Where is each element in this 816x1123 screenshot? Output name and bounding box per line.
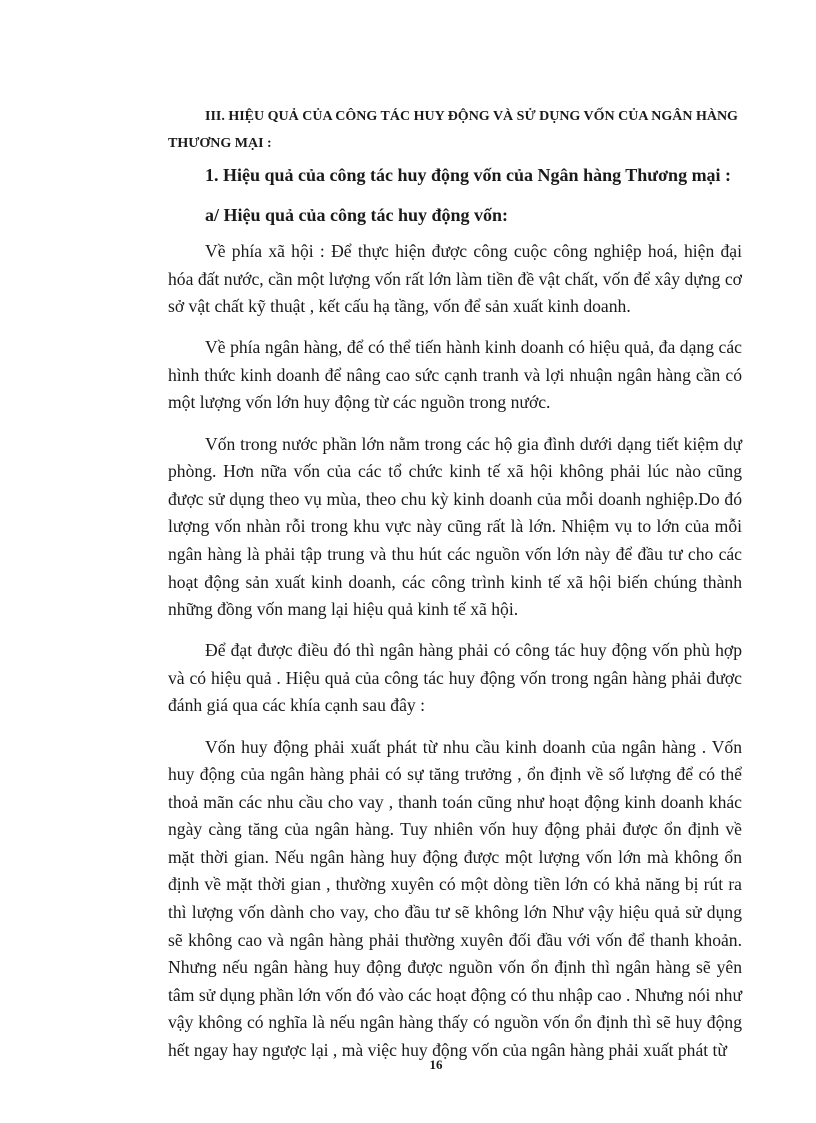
section-title (168, 103, 750, 157)
paragraph-2: Về phía ngân hàng, để có thể tiến hành kinh doanh có hiệu quả, đa dạng các hình thức kinh doanh để nâng cao sức cạnh tranh và lợi nhuận ngân hàng cần có một lượng vốn lớn huy động từ các nguồn trong nước. (168, 337, 742, 413)
paragraph-1: Về phía xã hội : Để thực hiện được công cuộc công nghiệp hoá, hiện đại hóa đất nước, cần một lượng vốn rất lớn làm tiền đề vật chất, vốn để xây dựng cơ sở vật chất kỹ thuật , kết cấu hạ tầng, vốn để sản xuất kinh doanh. (168, 241, 742, 317)
paragraph-5: Vốn huy động phải xuất phát từ nhu cầu kinh doanh của ngân hàng . Vốn huy động của ngân hàng phải có sự tăng trưởng , ổn định về số lượng để có thể thoả mãn các nhu cầu cho vay , thanh toán cũng như hoạt động kinh doanh khác ngày càng tăng của ngân hàng. Tuy nhiên vốn huy động phải được ổn định về mặt thời gian. Nếu ngân hàng huy động được một lượng vốn lớn mà không ổn định về mặt thời gian , thường xuyên có một dòng tiền lớn có khả năng bị rút ra thì lượng vốn dành cho vay, cho đầu tư sẽ không lớn Như vậy hiệu quả sử dụng sẽ không cao và ngân hàng phải thường xuyên đối đầu với vốn để thanh khoản. Nhưng nếu ngân hàng huy động được nguồn vốn ổn định thì ngân hàng sẽ yên tâm sử dụng phần lớn vốn đó vào các hoạt động có thu nhập cao . Nhưng nói như vậy không có nghĩa là nếu ngân hàng thấy có nguồn vốn ổn định thì sẽ huy động hết ngay hay ngược lại , mà việc huy động vốn của ngân hàng phải xuất phát từ (168, 736, 742, 1061)
heading-1: 1. Hiệu quả của công tác huy động vốn của Ngân hàng Thương mại : (205, 165, 732, 185)
section-title-line-1: III. HIỆU QUẢ CỦA CÔNG TÁC HUY ĐỘNG VÀ SỬ DỤNG VỐN CỦA NGÂN HÀNG (205, 109, 738, 124)
body-text (168, 238, 742, 1078)
page-number: 16 (429, 1057, 443, 1072)
section-title-line-2: THƯƠNG MẠI : (168, 136, 272, 151)
paragraph-4: Để đạt được điều đó thì ngân hàng phải có công tác huy động vốn phù hợp và có hiệu quả . Hiệu quả của công tác huy động vốn trong ngân hàng phải được đánh giá qua các khía cạnh sau đây : (168, 640, 742, 716)
heading-2: a/ Hiệu quả của công tác huy động vốn: (205, 205, 509, 225)
paragraph-3: Vốn trong nước phần lớn nằm trong các hộ gia đình dưới dạng tiết kiệm dự phòng. Hơn nữa vốn của các tổ chức kinh tế xã hội không phải lúc nào cũng được sử dụng theo vụ mùa, theo chu kỳ kinh doanh của mỗi doanh nghiệp.Do đó lượng vốn nhàn rỗi trong khu vực này cũng rất là lớn. Nhiệm vụ to lớn của mỗi ngân hàng là phải tập trung và thu hút các nguồn vốn lớn này để đầu tư cho các hoạt động sản xuất kinh doanh, các công trình kinh tế xã hội biến chúng thành những đồng vốn mang lại hiệu quả kinh tế xã hội. (168, 433, 742, 620)
